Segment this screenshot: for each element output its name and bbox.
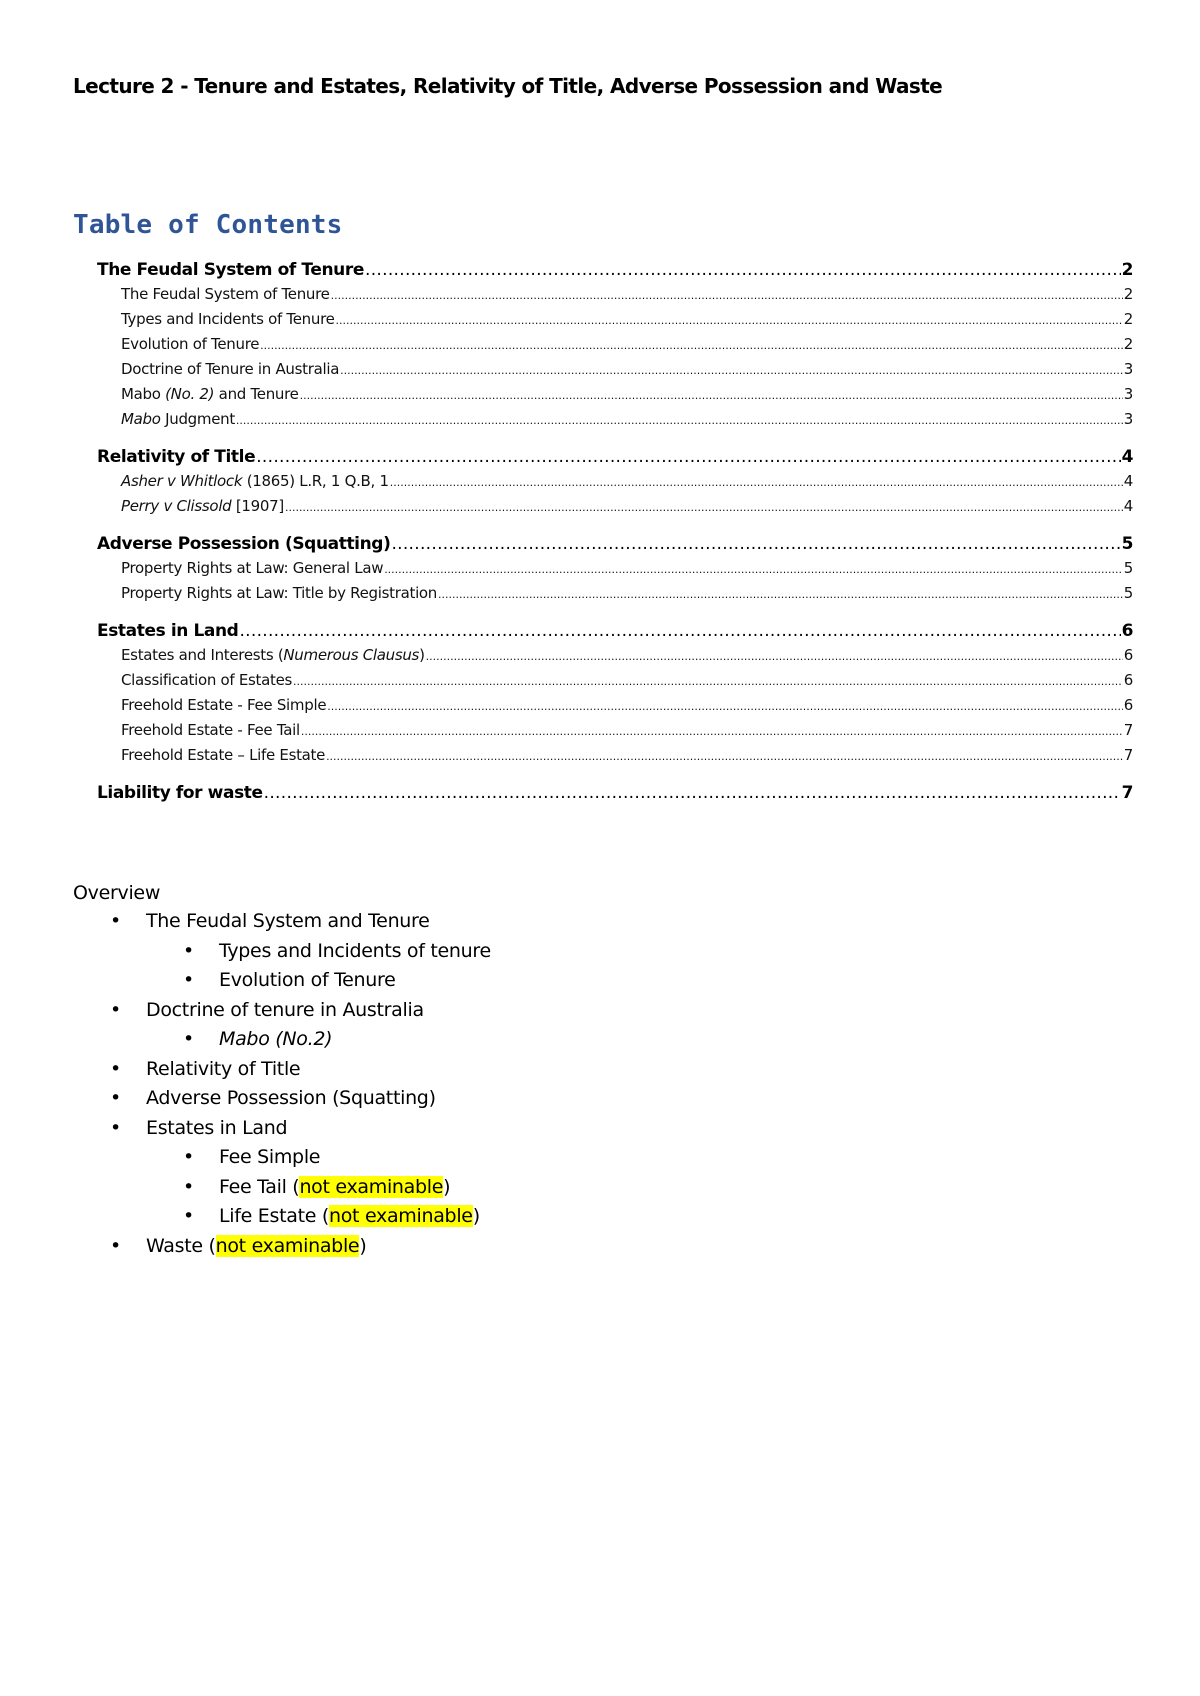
- table-of-contents: [97, 260, 1133, 808]
- list-item: • Waste (not examinable): [110, 1234, 367, 1257]
- toc-entry-perry-clissold[interactable]: Perry v Clissold [1907] ..... 4: [97, 497, 1133, 522]
- toc-entry-relativity[interactable]: Relativity of Title ..... 4: [97, 447, 1133, 472]
- bullet-icon: •: [110, 1116, 121, 1139]
- list-item: • Adverse Possession (Squatting): [110, 1087, 436, 1109]
- toc-page-number: 2: [1123, 310, 1133, 328]
- toc-page-number: 2: [1121, 260, 1133, 280]
- toc-entry-waste[interactable]: Liability for waste ..... 7: [97, 783, 1133, 808]
- bullet-icon: •: [110, 998, 121, 1021]
- bullet-icon: •: [183, 1205, 194, 1227]
- list-item: • Mabo (No.2): [183, 1028, 333, 1050]
- toc-entry-life-estate[interactable]: Freehold Estate – Life Estate ..... 7: [97, 746, 1133, 771]
- toc-page-number: 3: [1123, 410, 1133, 428]
- not-examinable-highlight: not examinable: [215, 1234, 360, 1257]
- overview-label: Overview: [73, 882, 161, 904]
- toc-page-number: 4: [1121, 447, 1133, 467]
- toc-entry-feudal-system-sub[interactable]: The Feudal System of Tenure ..... 2: [97, 285, 1133, 310]
- toc-entry-asher-whitlock[interactable]: Asher v Whitlock (1865) L.R, 1 Q.B, 1 ..... 4: [97, 472, 1133, 497]
- document-title: Lecture 2 - Tenure and Estates, Relativity of Title, Adverse Possession and Waste: [73, 74, 943, 98]
- list-item: • Types and Incidents of tenure: [183, 939, 491, 962]
- toc-entry-evolution[interactable]: Evolution of Tenure ..... 2: [97, 335, 1133, 360]
- toc-page-number: 6: [1123, 696, 1133, 714]
- bullet-icon: •: [110, 1087, 121, 1109]
- toc-page-number: 5: [1121, 534, 1133, 554]
- list-item: • Life Estate (not examinable): [183, 1205, 480, 1227]
- toc-page-number: 6: [1123, 671, 1133, 689]
- toc-page-number: 7: [1123, 721, 1133, 739]
- toc-page-number: 3: [1123, 360, 1133, 378]
- toc-page-number: 7: [1121, 783, 1133, 803]
- bullet-icon: •: [183, 969, 194, 991]
- list-item: • Fee Tail (not examinable): [183, 1175, 451, 1198]
- list-item: • Fee Simple: [183, 1146, 321, 1168]
- toc-entry-title-registration[interactable]: Property Rights at Law: Title by Registration ..... 5: [97, 584, 1133, 609]
- overview-list: [0, 910, 1200, 1264]
- toc-page-number: 7: [1123, 746, 1133, 764]
- bullet-icon: •: [110, 1057, 121, 1080]
- toc-entry-doctrine-australia[interactable]: Doctrine of Tenure in Australia ..... 3: [97, 360, 1133, 385]
- toc-entry-classification[interactable]: Classification of Estates ..... 6: [97, 671, 1133, 696]
- toc-entry-types-incidents[interactable]: Types and Incidents of Tenure ..... 2: [97, 310, 1133, 335]
- toc-entry-mabo-tenure[interactable]: Mabo (No. 2) and Tenure ..... 3: [97, 385, 1133, 410]
- toc-entry-estates-interests[interactable]: Estates and Interests (Numerous Clausus) ..... 6: [97, 646, 1133, 671]
- toc-page-number: 6: [1121, 621, 1133, 641]
- bullet-icon: •: [110, 1234, 121, 1257]
- toc-page-number: 4: [1123, 497, 1133, 515]
- bullet-icon: •: [183, 939, 194, 962]
- list-item: • Relativity of Title: [110, 1057, 301, 1080]
- toc-page-number: 3: [1123, 385, 1133, 403]
- toc-page-number: 6: [1123, 646, 1133, 664]
- toc-page-number: 2: [1123, 285, 1133, 303]
- not-examinable-highlight: not examinable: [328, 1205, 473, 1227]
- list-item: • Evolution of Tenure: [183, 969, 396, 991]
- list-item: • Estates in Land: [110, 1116, 288, 1139]
- bullet-icon: •: [183, 1146, 194, 1168]
- list-item: • The Feudal System and Tenure: [110, 910, 430, 932]
- not-examinable-highlight: not examinable: [299, 1175, 444, 1198]
- toc-entry-mabo-judgment[interactable]: Mabo Judgment ..... 3: [97, 410, 1133, 435]
- list-item: • Doctrine of tenure in Australia: [110, 998, 424, 1021]
- toc-page-number: 5: [1123, 559, 1133, 577]
- toc-entry-fee-simple[interactable]: Freehold Estate - Fee Simple ..... 6: [97, 696, 1133, 721]
- toc-entry-general-law[interactable]: Property Rights at Law: General Law ..... 5: [97, 559, 1133, 584]
- bullet-icon: •: [183, 1028, 194, 1050]
- toc-page-number: 2: [1123, 335, 1133, 353]
- toc-page-number: 4: [1123, 472, 1133, 490]
- toc-entry-estates-in-land[interactable]: Estates in Land ..... 6: [97, 621, 1133, 646]
- toc-entry-adverse-possession[interactable]: Adverse Possession (Squatting) ..... 5: [97, 534, 1133, 559]
- bullet-icon: •: [183, 1175, 194, 1198]
- toc-entry-fee-tail[interactable]: Freehold Estate - Fee Tail ..... 7: [97, 721, 1133, 746]
- bullet-icon: •: [110, 910, 121, 932]
- toc-heading: Table of Contents: [73, 210, 343, 240]
- toc-page-number: 5: [1123, 584, 1133, 602]
- toc-entry-feudal-system[interactable]: The Feudal System of Tenure ..... 2: [97, 260, 1133, 285]
